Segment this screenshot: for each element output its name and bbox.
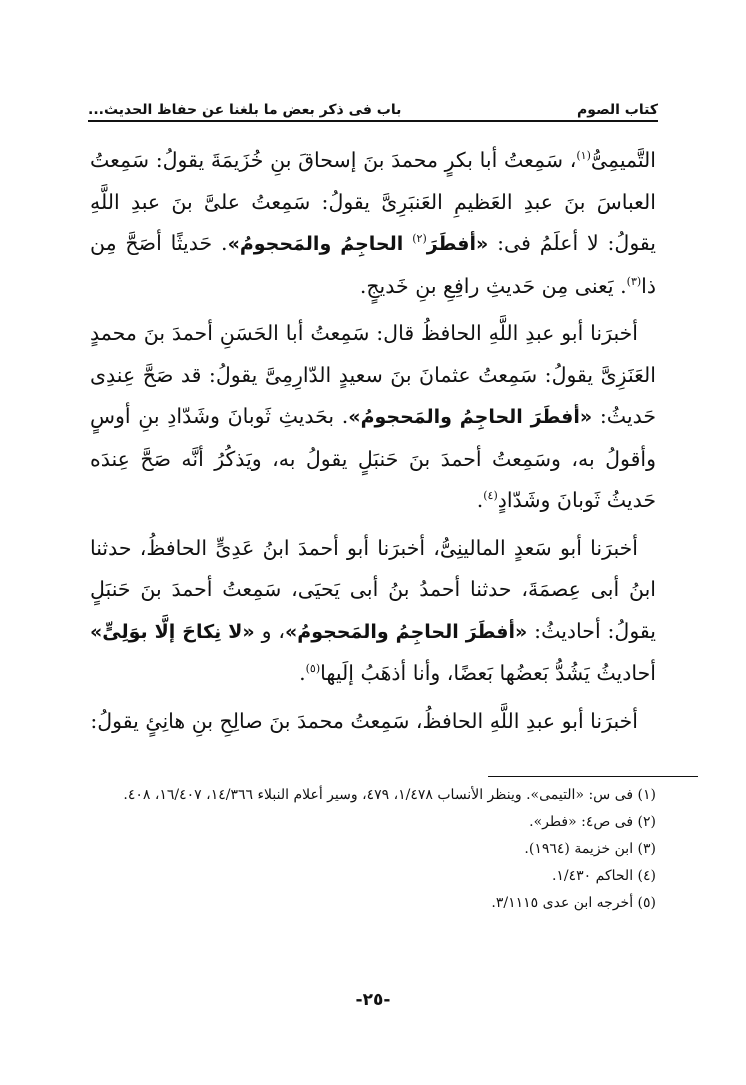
- text-run: ، سَمِعتُ أبا بكرٍ محمدَ بنَ إسحاقَ بنِ خُزَيمَةَ يقولُ: سَمِعتُ العباسَ بنَ عبدِ العَظيمِ العَنبَرِىَّ يقولُ: سَمِعتُ علىَّ بنَ عبدِ اللَّهِ يقولُ: لا أعلَمُ فى:: [90, 148, 656, 255]
- text-run: أحاديثُ يَشُدُّ بَعضُها بَعضًا، وأنا أذهَبُ إلَيها: [320, 661, 656, 685]
- hadith-quote: «لا نِكاحَ إلَّا بوَلِىٍّ»: [90, 620, 255, 643]
- footnote-marker: (٢): [412, 232, 427, 246]
- main-text: [90, 140, 656, 742]
- footnote-marker: (٤): [483, 489, 498, 503]
- paragraph-4: [90, 701, 656, 743]
- header-rule: [88, 120, 658, 122]
- paragraph-2: [90, 313, 656, 522]
- footnote-4: (٤) الحاكم ١/٤٣٠.: [551, 868, 656, 884]
- footnote-3: (٣) ابن خزيمة (١٩٦٤).: [524, 841, 656, 857]
- text-run: أخبرَنا أبو عبدِ اللَّهِ الحافظُ قال: سَمِعتُ أبا الحَسَنِ أحمدَ بنَ محمدٍ العَنَزِىَّ يقولُ: سَمِعتُ عثمانَ بنَ سعيدٍ الدّارِمِىَّ يقولُ: قد صَحَّ عِندِى حَديثُ:: [90, 321, 656, 428]
- footnote-marker: (١): [576, 149, 591, 163]
- hadith-quote: «أفطَرَ الحاجِمُ والمَحجومُ»: [348, 406, 593, 428]
- text-run: أخبرَنا أبو عبدِ اللَّهِ الحافظُ، سَمِعتُ محمدَ بنَ صالِحِ بنِ هانِئٍ يقولُ:: [90, 708, 638, 733]
- footnote-marker: (٣): [626, 274, 642, 288]
- text-run: .: [299, 661, 306, 685]
- text-run: .: [476, 488, 484, 512]
- page-number: -٢٥-: [355, 990, 391, 1010]
- footnote-1: (١) فى س: «التيمى». وينظر الأنساب ١/٤٧٨، ٤٧٩، وسير أعلام النبلاء ١٤/٣٦٦، ١٦/٤٠٧، ٤٠٨.: [123, 787, 656, 803]
- footnotes: [90, 782, 656, 917]
- text-run: . بحَديثِ ثَوبانَ وشَدّادِ بنِ أوسٍ وأقولُ به، وسَمِعتُ أحمدَ بنَ حَنبَلٍ يقولُ به، ويَذكُرُ أنَّه صَحَّ عِندَه حَديثُ ثَوبانَ وشَدّادٍ: [90, 404, 656, 512]
- footnote-marker: (٥): [305, 662, 321, 676]
- text-run: التَّميمِىُّ: [590, 148, 656, 172]
- footnote-separator: [488, 776, 698, 777]
- text-run: . يَعنى مِن حَديثِ رافِعِ بنِ خَديجٍ.: [359, 273, 627, 298]
- text-run: ، و: [254, 618, 285, 643]
- section-title: باب فى ذكر بعض ما بلغنا عن حفاظ الحديث...: [88, 102, 402, 118]
- paragraph-3: [90, 528, 656, 695]
- paragraph-1: [90, 140, 656, 307]
- hadith-quote: «أفطَرَ: [426, 233, 489, 255]
- footnote-2: (٢) فى ص٤: «فطر».: [529, 814, 656, 830]
- hadith-quote: الحاجِمُ والمَحجومُ»: [227, 233, 413, 255]
- hadith-quote: «أفطَرَ الحاجِمُ والمَحجومُ»: [285, 620, 528, 643]
- text-run: . حَديثًا أصَحَّ مِن ذا: [90, 231, 656, 298]
- chapter-title: كتاب الصوم: [577, 102, 658, 118]
- running-header: [88, 88, 658, 118]
- footnote-5: (٥) أخرجه ابن عدى ٣/١١١٥.: [491, 895, 656, 911]
- text-run: أخبرَنا أبو سَعدٍ المالينِىُّ، أخبرَنا أبو أحمدَ ابنُ عَدِىٍّ الحافظُ، حدثنا ابنُ أبى عِصمَةَ، حدثنا أحمدُ بنُ أبى يَحيَى، سَمِعتُ أحمدَ بنَ حَنبَلٍ يقولُ: أحاديثُ:: [90, 535, 656, 643]
